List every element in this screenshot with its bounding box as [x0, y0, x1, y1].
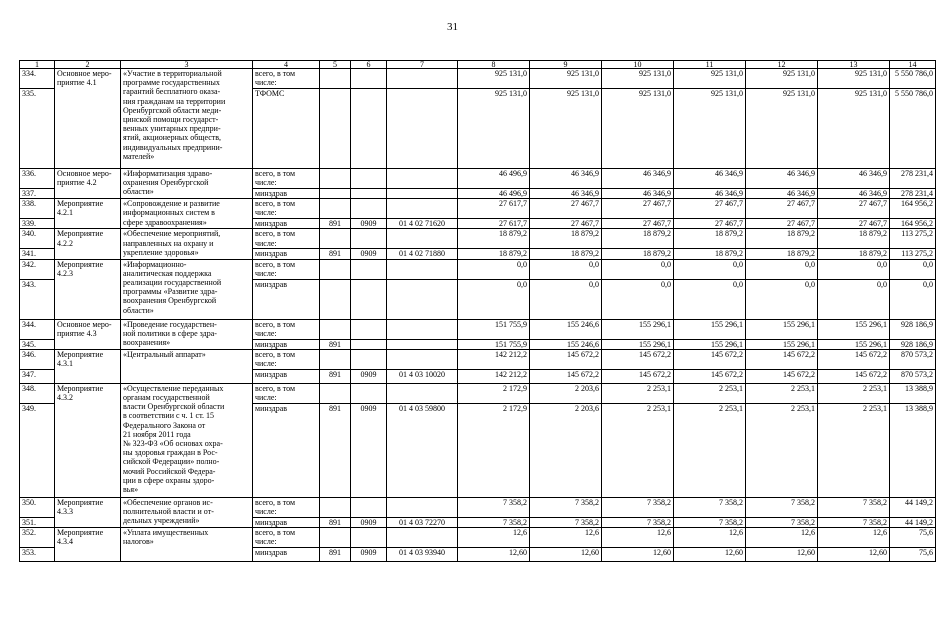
amount-cell: 12,6	[674, 528, 746, 548]
row-number: 344.	[20, 319, 55, 339]
target-code: 01 4 03 59800	[387, 403, 458, 497]
activity-description: «Обеспечение мероприятий, направленных на охрану и укрепление здоровья»	[121, 229, 253, 259]
row-number: 346.	[20, 349, 55, 369]
amount-cell: 155 296,1	[674, 339, 746, 349]
table-row	[20, 69, 936, 89]
table-row	[20, 349, 936, 369]
funding-source: ТФОМС	[253, 89, 320, 169]
amount-cell: 46 346,9	[602, 189, 674, 199]
row-number: 341.	[20, 249, 55, 259]
amount-cell: 0,0	[674, 279, 746, 319]
amount-cell: 27 467,7	[674, 219, 746, 229]
row-number: 338.	[20, 199, 55, 219]
amount-cell: 925 131,0	[458, 89, 530, 169]
amount-cell: 2 203,6	[530, 403, 602, 497]
column-header: 4	[253, 61, 320, 69]
amount-cell: 46 346,9	[530, 189, 602, 199]
row-number: 353.	[20, 548, 55, 562]
amount-cell: 870 573,2	[890, 369, 936, 383]
amount-cell: 145 672,2	[674, 369, 746, 383]
budget-code: 891	[320, 548, 351, 562]
amount-cell: 870 573,2	[890, 349, 936, 369]
amount-cell: 18 879,2	[602, 249, 674, 259]
column-header: 5	[320, 61, 351, 69]
amount-cell: 145 672,2	[746, 369, 818, 383]
amount-cell: 46 496,9	[458, 169, 530, 189]
amount-cell: 2 172,9	[458, 403, 530, 497]
amount-cell: 75,6	[890, 528, 936, 548]
amount-cell: 925 131,0	[458, 69, 530, 89]
amount-cell: 12,60	[818, 548, 890, 562]
amount-cell: 46 346,9	[674, 169, 746, 189]
amount-cell: 0,0	[458, 259, 530, 279]
amount-cell: 155 296,1	[602, 319, 674, 339]
amount-cell: 0,0	[818, 279, 890, 319]
amount-cell: 46 346,9	[818, 169, 890, 189]
section-code	[351, 349, 387, 369]
amount-cell: 925 131,0	[746, 69, 818, 89]
amount-cell: 27 467,7	[602, 199, 674, 219]
amount-cell: 113 275,2	[890, 249, 936, 259]
amount-cell: 12,6	[746, 528, 818, 548]
activity-description: «Информационно- аналитическая поддержка реализации государственной программы «Развитие здра- воохранения Оренбургской области»	[121, 259, 253, 319]
amount-cell: 151 755,9	[458, 319, 530, 339]
amount-cell: 75,6	[890, 548, 936, 562]
activity-name: Мероприятие 4.2.2	[55, 229, 121, 259]
amount-cell: 18 879,2	[746, 249, 818, 259]
amount-cell: 7 358,2	[458, 497, 530, 517]
column-header: 7	[387, 61, 458, 69]
budget-code	[320, 69, 351, 89]
section-code	[351, 383, 387, 403]
amount-cell: 145 672,2	[818, 369, 890, 383]
table-row	[20, 199, 936, 219]
amount-cell: 164 956,2	[890, 199, 936, 219]
amount-cell: 151 755,9	[458, 339, 530, 349]
amount-cell: 5 550 786,0	[890, 89, 936, 169]
amount-cell: 7 358,2	[530, 517, 602, 527]
amount-cell: 925 131,0	[818, 69, 890, 89]
amount-cell: 155 296,1	[818, 339, 890, 349]
amount-cell: 46 346,9	[818, 189, 890, 199]
amount-cell: 44 149,2	[890, 497, 936, 517]
row-number: 334.	[20, 69, 55, 89]
amount-cell: 27 467,7	[602, 219, 674, 229]
section-code: 0909	[351, 369, 387, 383]
activity-description: «Уплата имущественных налогов»	[121, 528, 253, 562]
amount-cell: 18 879,2	[818, 249, 890, 259]
funding-source: всего, в том числе:	[253, 169, 320, 189]
row-number: 337.	[20, 189, 55, 199]
funding-source: минздрав	[253, 249, 320, 259]
budget-code: 891	[320, 219, 351, 229]
amount-cell: 7 358,2	[458, 517, 530, 527]
amount-cell: 5 550 786,0	[890, 69, 936, 89]
target-code	[387, 169, 458, 189]
row-number: 345.	[20, 339, 55, 349]
funding-source: всего, в том числе:	[253, 319, 320, 339]
column-header: 10	[602, 61, 674, 69]
budget-code	[320, 383, 351, 403]
column-header: 8	[458, 61, 530, 69]
amount-cell: 164 956,2	[890, 219, 936, 229]
amount-cell: 46 346,9	[602, 169, 674, 189]
amount-cell: 0,0	[458, 279, 530, 319]
amount-cell: 928 186,9	[890, 319, 936, 339]
target-code	[387, 497, 458, 517]
target-code	[387, 229, 458, 249]
target-code: 01 4 03 10020	[387, 369, 458, 383]
budget-code	[320, 89, 351, 169]
column-header: 3	[121, 61, 253, 69]
budget-code: 891	[320, 339, 351, 349]
amount-cell: 142 212,2	[458, 369, 530, 383]
section-code: 0909	[351, 403, 387, 497]
amount-cell: 925 131,0	[818, 89, 890, 169]
amount-cell: 27 467,7	[530, 199, 602, 219]
amount-cell: 18 879,2	[674, 229, 746, 249]
amount-cell: 18 879,2	[530, 229, 602, 249]
funding-source: всего, в том числе:	[253, 497, 320, 517]
budget-code	[320, 169, 351, 189]
row-number: 351.	[20, 517, 55, 527]
amount-cell: 27 467,7	[746, 219, 818, 229]
amount-cell: 0,0	[530, 279, 602, 319]
funding-source: всего, в том числе:	[253, 349, 320, 369]
budget-code	[320, 319, 351, 339]
amount-cell: 27 467,7	[818, 219, 890, 229]
funding-source: всего, в том числе:	[253, 528, 320, 548]
row-number: 352.	[20, 528, 55, 548]
amount-cell: 145 672,2	[602, 369, 674, 383]
section-code	[351, 169, 387, 189]
amount-cell: 18 879,2	[458, 229, 530, 249]
amount-cell: 142 212,2	[458, 349, 530, 369]
column-header: 6	[351, 61, 387, 69]
section-code	[351, 319, 387, 339]
amount-cell: 7 358,2	[818, 497, 890, 517]
target-code	[387, 383, 458, 403]
amount-cell: 0,0	[674, 259, 746, 279]
funding-source: минздрав	[253, 369, 320, 383]
amount-cell: 27 617,7	[458, 199, 530, 219]
target-code	[387, 528, 458, 548]
funding-source: минздрав	[253, 339, 320, 349]
table-header-row	[20, 61, 936, 69]
section-code	[351, 279, 387, 319]
amount-cell: 13 388,9	[890, 403, 936, 497]
amount-cell: 18 879,2	[530, 249, 602, 259]
amount-cell: 18 879,2	[746, 229, 818, 249]
amount-cell: 2 253,1	[674, 403, 746, 497]
table-row	[20, 383, 936, 403]
row-number: 335.	[20, 89, 55, 169]
budget-table	[19, 60, 936, 562]
amount-cell: 155 296,1	[818, 319, 890, 339]
target-code	[387, 199, 458, 219]
target-code: 01 4 02 71620	[387, 219, 458, 229]
row-number: 342.	[20, 259, 55, 279]
row-number: 349.	[20, 403, 55, 497]
section-code: 0909	[351, 548, 387, 562]
amount-cell: 278 231,4	[890, 189, 936, 199]
funding-source: всего, в том числе:	[253, 259, 320, 279]
amount-cell: 7 358,2	[746, 517, 818, 527]
funding-source: всего, в том числе:	[253, 199, 320, 219]
funding-source: всего, в том числе:	[253, 69, 320, 89]
amount-cell: 925 131,0	[530, 89, 602, 169]
amount-cell: 2 253,1	[746, 383, 818, 403]
amount-cell: 12,6	[458, 528, 530, 548]
budget-code	[320, 497, 351, 517]
row-number: 343.	[20, 279, 55, 319]
amount-cell: 0,0	[746, 259, 818, 279]
section-code: 0909	[351, 517, 387, 527]
amount-cell: 27 467,7	[674, 199, 746, 219]
funding-source: минздрав	[253, 517, 320, 527]
activity-description: «Обеспечение органов ис- полнительной власти и от- дельных учреждений»	[121, 497, 253, 527]
budget-code	[320, 189, 351, 199]
section-code: 0909	[351, 219, 387, 229]
amount-cell: 145 672,2	[674, 349, 746, 369]
section-code: 0909	[351, 249, 387, 259]
budget-code	[320, 349, 351, 369]
budget-code: 891	[320, 249, 351, 259]
section-code	[351, 189, 387, 199]
amount-cell: 0,0	[746, 279, 818, 319]
amount-cell: 46 346,9	[746, 189, 818, 199]
amount-cell: 155 296,1	[674, 319, 746, 339]
activity-name: Мероприятие 4.3.2	[55, 383, 121, 497]
amount-cell: 18 879,2	[458, 249, 530, 259]
amount-cell: 0,0	[602, 279, 674, 319]
column-header: 9	[530, 61, 602, 69]
amount-cell: 12,6	[818, 528, 890, 548]
amount-cell: 46 346,9	[530, 169, 602, 189]
amount-cell: 145 672,2	[530, 369, 602, 383]
table-row	[20, 319, 936, 339]
funding-source: всего, в том числе:	[253, 229, 320, 249]
activity-description: «Центральный аппарат»	[121, 349, 253, 383]
column-header: 2	[55, 61, 121, 69]
funding-source: минздрав	[253, 279, 320, 319]
amount-cell: 7 358,2	[602, 497, 674, 517]
activity-name: Мероприятие 4.3.4	[55, 528, 121, 562]
amount-cell: 2 253,1	[602, 383, 674, 403]
activity-description: «Информатизация здраво- охранения Оренбургской области»	[121, 169, 253, 199]
amount-cell: 46 346,9	[746, 169, 818, 189]
amount-cell: 925 131,0	[602, 89, 674, 169]
column-header: 14	[890, 61, 936, 69]
amount-cell: 925 131,0	[530, 69, 602, 89]
section-code	[351, 528, 387, 548]
target-code: 01 4 02 71880	[387, 249, 458, 259]
budget-code	[320, 528, 351, 548]
amount-cell: 7 358,2	[530, 497, 602, 517]
amount-cell: 2 253,1	[818, 383, 890, 403]
activity-name: Мероприятие 4.3.3	[55, 497, 121, 527]
amount-cell: 7 358,2	[818, 517, 890, 527]
amount-cell: 278 231,4	[890, 169, 936, 189]
amount-cell: 2 203,6	[530, 383, 602, 403]
amount-cell: 12,60	[674, 548, 746, 562]
amount-cell: 2 253,1	[602, 403, 674, 497]
amount-cell: 18 879,2	[818, 229, 890, 249]
amount-cell: 113 275,2	[890, 229, 936, 249]
amount-cell: 145 672,2	[530, 349, 602, 369]
page-number: 31	[447, 21, 458, 33]
table-row	[20, 229, 936, 249]
section-code	[351, 89, 387, 169]
section-code	[351, 339, 387, 349]
amount-cell: 0,0	[530, 259, 602, 279]
section-code	[351, 259, 387, 279]
amount-cell: 0,0	[890, 259, 936, 279]
amount-cell: 145 672,2	[746, 349, 818, 369]
amount-cell: 0,0	[602, 259, 674, 279]
target-code	[387, 89, 458, 169]
amount-cell: 155 296,1	[746, 319, 818, 339]
amount-cell: 155 296,1	[602, 339, 674, 349]
budget-code	[320, 279, 351, 319]
funding-source: минздрав	[253, 548, 320, 562]
table-row	[20, 528, 936, 548]
amount-cell: 7 358,2	[674, 497, 746, 517]
amount-cell: 145 672,2	[818, 349, 890, 369]
row-number: 340.	[20, 229, 55, 249]
amount-cell: 155 296,1	[746, 339, 818, 349]
amount-cell: 7 358,2	[746, 497, 818, 517]
section-code	[351, 199, 387, 219]
row-number: 348.	[20, 383, 55, 403]
table-row	[20, 169, 936, 189]
target-code	[387, 259, 458, 279]
budget-code: 891	[320, 517, 351, 527]
activity-name: Основное меро- приятие 4.2	[55, 169, 121, 199]
amount-cell: 46 496,9	[458, 189, 530, 199]
amount-cell: 44 149,2	[890, 517, 936, 527]
target-code	[387, 189, 458, 199]
section-code	[351, 229, 387, 249]
budget-code: 891	[320, 403, 351, 497]
amount-cell: 2 253,1	[746, 403, 818, 497]
section-code	[351, 69, 387, 89]
amount-cell: 12,60	[458, 548, 530, 562]
funding-source: всего, в том числе:	[253, 383, 320, 403]
amount-cell: 12,6	[602, 528, 674, 548]
amount-cell: 2 253,1	[818, 403, 890, 497]
amount-cell: 18 879,2	[674, 249, 746, 259]
budget-code	[320, 199, 351, 219]
amount-cell: 2 253,1	[674, 383, 746, 403]
column-header: 13	[818, 61, 890, 69]
target-code	[387, 279, 458, 319]
section-code	[351, 497, 387, 517]
amount-cell: 27 617,7	[458, 219, 530, 229]
activity-name: Мероприятие 4.2.3	[55, 259, 121, 319]
budget-code	[320, 259, 351, 279]
target-code	[387, 349, 458, 369]
activity-description: «Проведение государствен- ной политики в сфере здра- воохранения»	[121, 319, 253, 349]
activity-name: Основное меро- приятие 4.3	[55, 319, 121, 349]
amount-cell: 155 246,6	[530, 319, 602, 339]
amount-cell: 2 172,9	[458, 383, 530, 403]
amount-cell: 155 246,6	[530, 339, 602, 349]
activity-description: «Участие в территориальной программе государственных гарантий бесплатного оказа- ния гражданам на территории Оренбургской области меди- цинской помощи государст- венных унитарных предпри- ятий, акционерных обществ, индивидуальных предприни- мателей»	[121, 69, 253, 169]
amount-cell: 145 672,2	[602, 349, 674, 369]
funding-source: минздрав	[253, 189, 320, 199]
amount-cell: 12,60	[746, 548, 818, 562]
budget-code: 891	[320, 369, 351, 383]
amount-cell: 27 467,7	[818, 199, 890, 219]
amount-cell: 13 388,9	[890, 383, 936, 403]
amount-cell: 27 467,7	[530, 219, 602, 229]
funding-source: минздрав	[253, 403, 320, 497]
amount-cell: 925 131,0	[674, 69, 746, 89]
row-number: 336.	[20, 169, 55, 189]
amount-cell: 925 131,0	[602, 69, 674, 89]
target-code	[387, 69, 458, 89]
target-code	[387, 319, 458, 339]
row-number: 347.	[20, 369, 55, 383]
activity-description: «Сопровождение и развитие информационных систем в сфере здравоохранения»	[121, 199, 253, 229]
column-header: 12	[746, 61, 818, 69]
amount-cell: 925 131,0	[746, 89, 818, 169]
amount-cell: 7 358,2	[602, 517, 674, 527]
amount-cell: 0,0	[890, 279, 936, 319]
amount-cell: 925 131,0	[674, 89, 746, 169]
column-header: 1	[20, 61, 55, 69]
activity-description: «Осуществление переданных органам государственной власти Оренбургской области в соответствии с ч. 1 ст. 15 Федерального Закона от 21 ноября 2011 года № 323-ФЗ «Об основах охра- ны здоровья граждан в Рос- сийской Федерации» полно- мочий Российской Федера- ции в сфере охраны здоро- вья»	[121, 383, 253, 497]
funding-source: минздрав	[253, 219, 320, 229]
activity-name: Мероприятие 4.3.1	[55, 349, 121, 383]
amount-cell: 27 467,7	[746, 199, 818, 219]
activity-name: Мероприятие 4.2.1	[55, 199, 121, 229]
table-row	[20, 497, 936, 517]
target-code: 01 4 03 93940	[387, 548, 458, 562]
column-header: 11	[674, 61, 746, 69]
amount-cell: 12,6	[530, 528, 602, 548]
row-number: 339.	[20, 219, 55, 229]
amount-cell: 12,60	[602, 548, 674, 562]
amount-cell: 7 358,2	[674, 517, 746, 527]
amount-cell: 928 186,9	[890, 339, 936, 349]
target-code: 01 4 03 72270	[387, 517, 458, 527]
amount-cell: 46 346,9	[674, 189, 746, 199]
amount-cell: 18 879,2	[602, 229, 674, 249]
row-number: 350.	[20, 497, 55, 517]
activity-name: Основное меро- приятие 4.1	[55, 69, 121, 169]
table-row	[20, 259, 936, 279]
amount-cell: 0,0	[818, 259, 890, 279]
target-code	[387, 339, 458, 349]
amount-cell: 12,60	[530, 548, 602, 562]
budget-code	[320, 229, 351, 249]
